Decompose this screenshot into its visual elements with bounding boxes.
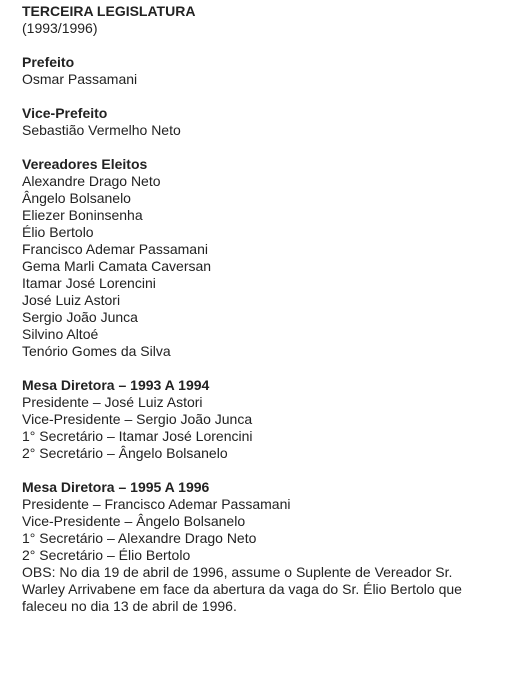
mesa-1995-primeiro-secretario: 1° Secretário – Alexandre Drago Neto	[22, 530, 257, 546]
vereadores-heading: Vereadores Eleitos	[22, 156, 148, 172]
vereador-name: Itamar José Lorencini	[22, 275, 156, 291]
vice-prefeito-name: Sebastião Vermelho Neto	[22, 122, 181, 138]
mesa-1995-segundo-secretario: 2° Secretário – Élio Bertolo	[22, 547, 191, 563]
legislature-header	[22, 3, 502, 37]
vereador-name: Élio Bertolo	[22, 224, 94, 240]
vereadores-section	[22, 156, 502, 360]
mesa-1993-segundo-secretario: 2° Secretário – Ângelo Bolsanelo	[22, 445, 228, 461]
vereador-name: Tenório Gomes da Silva	[22, 343, 171, 359]
mesa-1995-vice-presidente: Vice-Presidente – Ângelo Bolsanelo	[22, 513, 246, 529]
mesa-1995-presidente: Presidente – Francisco Ademar Passamani	[22, 496, 291, 512]
vereador-name: José Luiz Astori	[22, 292, 121, 308]
mesa-1995-section	[22, 479, 502, 615]
vice-prefeito-section	[22, 105, 502, 139]
observation-note: OBS: No dia 19 de abril de 1996, assume o Suplente de Vereador Sr. Warley Arrivabene em face da abertura da vaga do Sr. Élio Bertolo que faleceu no dia 13 de abril de 1996.	[22, 564, 462, 614]
mesa-1993-presidente: Presidente – José Luiz Astori	[22, 394, 203, 410]
prefeito-name: Osmar Passamani	[22, 71, 138, 87]
mesa-1993-heading: Mesa Diretora – 1993 A 1994	[22, 377, 210, 393]
vereador-name: Ângelo Bolsanelo	[22, 190, 131, 206]
vereador-name: Gema Marli Camata Caversan	[22, 258, 212, 274]
vereador-name: Francisco Ademar Passamani	[22, 241, 208, 257]
mesa-1993-vice-presidente: Vice-Presidente – Sergio João Junca	[22, 411, 253, 427]
vereador-name: Eliezer Boninsenha	[22, 207, 143, 223]
mesa-1993-section	[22, 377, 502, 462]
vereador-name: Silvino Altoé	[22, 326, 99, 342]
mesa-1993-primeiro-secretario: 1° Secretário – Itamar José Lorencini	[22, 428, 253, 444]
legislature-period: (1993/1996)	[22, 20, 98, 36]
vice-prefeito-heading: Vice-Prefeito	[22, 105, 108, 121]
prefeito-heading: Prefeito	[22, 54, 75, 70]
mesa-1995-heading: Mesa Diretora – 1995 A 1996	[22, 479, 210, 495]
prefeito-section	[22, 54, 502, 88]
vereador-name: Sergio João Junca	[22, 309, 138, 325]
vereador-name: Alexandre Drago Neto	[22, 173, 161, 189]
legislature-title: TERCEIRA LEGISLATURA	[22, 3, 196, 19]
